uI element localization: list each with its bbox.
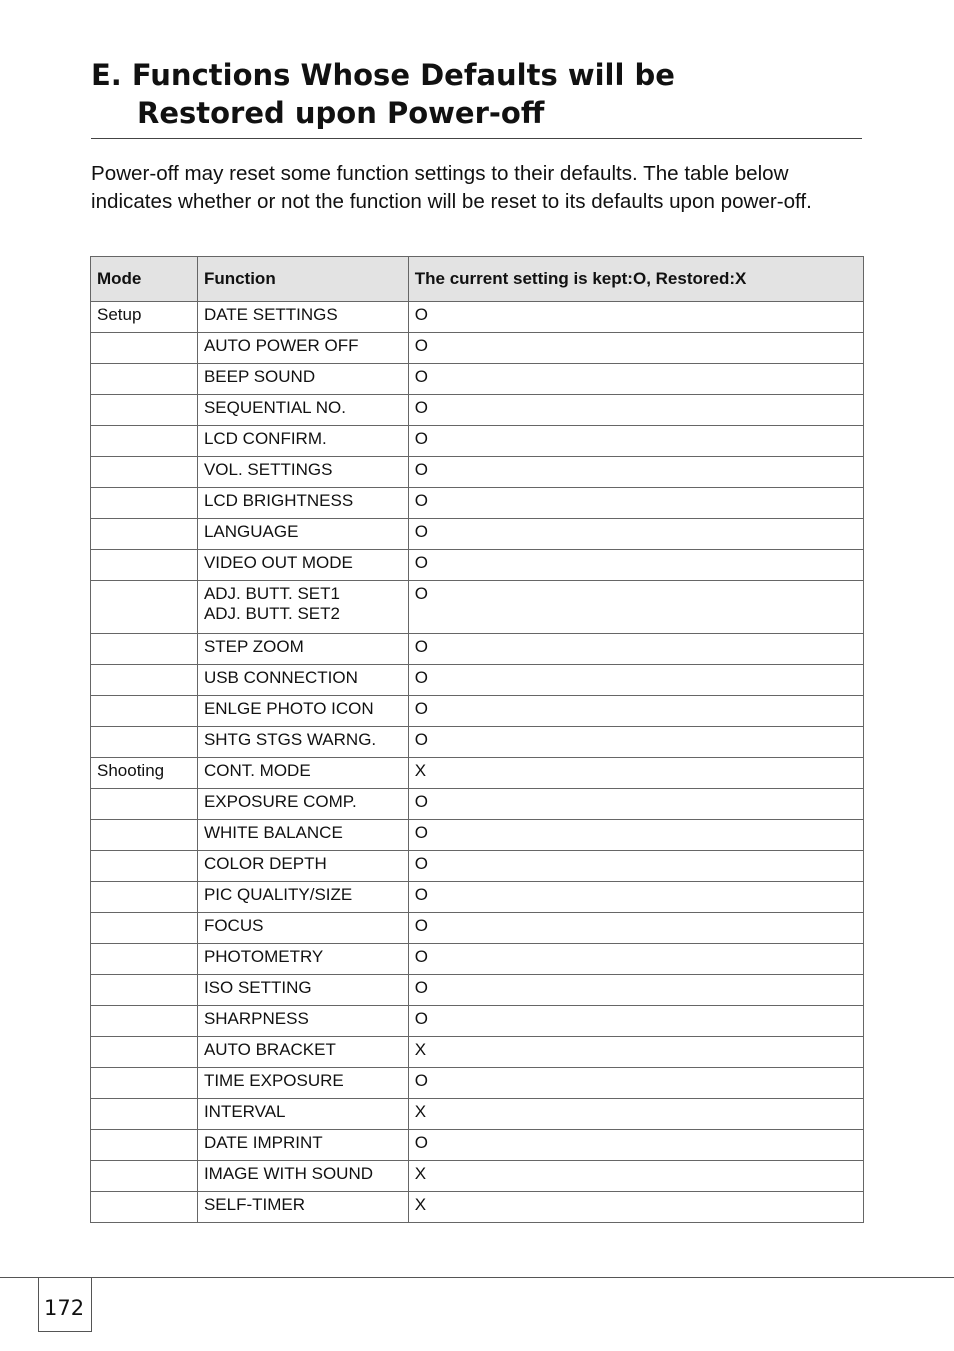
function-cell: ENLGE PHOTO ICON xyxy=(197,696,408,727)
function-cell: VIDEO OUT MODE xyxy=(197,550,408,581)
heading-line-2: Restored upon Power-off xyxy=(137,96,545,130)
status-cell: O xyxy=(408,882,863,913)
table-row xyxy=(91,851,864,882)
functions-table xyxy=(90,256,864,1223)
mode-cell xyxy=(91,550,198,581)
table-row xyxy=(91,758,864,789)
table-row xyxy=(91,1006,864,1037)
table-row xyxy=(91,581,864,634)
function-cell: TIME EXPOSURE xyxy=(197,1068,408,1099)
table-row xyxy=(91,426,864,457)
function-cell: DATE SETTINGS xyxy=(197,302,408,333)
mode-cell xyxy=(91,581,198,634)
status-cell: O xyxy=(408,820,863,851)
table-row xyxy=(91,975,864,1006)
function-cell: LCD BRIGHTNESS xyxy=(197,488,408,519)
header-mode: Mode xyxy=(91,257,198,302)
status-cell: O xyxy=(408,851,863,882)
table-header-row xyxy=(91,257,864,302)
function-cell: FOCUS xyxy=(197,913,408,944)
mode-cell xyxy=(91,696,198,727)
mode-cell xyxy=(91,913,198,944)
mode-cell xyxy=(91,1068,198,1099)
table-row xyxy=(91,1192,864,1223)
status-cell: O xyxy=(408,634,863,665)
heading-line-1: E. Functions Whose Defaults will be xyxy=(91,58,675,92)
footer-divider xyxy=(0,1277,954,1278)
status-cell: O xyxy=(408,975,863,1006)
status-cell: O xyxy=(408,665,863,696)
table-row xyxy=(91,488,864,519)
status-cell: X xyxy=(408,1099,863,1130)
table-body xyxy=(91,302,864,1223)
status-cell: X xyxy=(408,1192,863,1223)
status-cell: X xyxy=(408,1161,863,1192)
table-row xyxy=(91,395,864,426)
table-row xyxy=(91,1037,864,1068)
header-function: Function xyxy=(197,257,408,302)
table-row xyxy=(91,820,864,851)
status-cell: O xyxy=(408,1006,863,1037)
function-cell: SHTG STGS WARNG. xyxy=(197,727,408,758)
function-cell: SHARPNESS xyxy=(197,1006,408,1037)
function-cell: USB CONNECTION xyxy=(197,665,408,696)
mode-cell xyxy=(91,789,198,820)
status-cell: O xyxy=(408,944,863,975)
status-cell: O xyxy=(408,550,863,581)
table-row xyxy=(91,882,864,913)
table-row xyxy=(91,364,864,395)
function-cell: AUTO POWER OFF xyxy=(197,333,408,364)
table-row xyxy=(91,696,864,727)
table-row xyxy=(91,550,864,581)
mode-cell xyxy=(91,519,198,550)
table-row xyxy=(91,789,864,820)
function-cell: INTERVAL xyxy=(197,1099,408,1130)
function-cell: EXPOSURE COMP. xyxy=(197,789,408,820)
status-cell: O xyxy=(408,789,863,820)
function-cell: DATE IMPRINT xyxy=(197,1130,408,1161)
section-heading xyxy=(91,56,863,132)
mode-cell xyxy=(91,333,198,364)
mode-cell xyxy=(91,944,198,975)
function-cell: SEQUENTIAL NO. xyxy=(197,395,408,426)
function-cell: ADJ. BUTT. SET1 ADJ. BUTT. SET2 xyxy=(197,581,408,634)
table-row xyxy=(91,665,864,696)
table-row xyxy=(91,302,864,333)
status-cell: O xyxy=(408,519,863,550)
table-row xyxy=(91,727,864,758)
mode-cell xyxy=(91,882,198,913)
function-cell: COLOR DEPTH xyxy=(197,851,408,882)
status-cell: O xyxy=(408,1130,863,1161)
header-status: The current setting is kept:O, Restored:X xyxy=(408,257,863,302)
status-cell: O xyxy=(408,581,863,634)
function-cell: PHOTOMETRY xyxy=(197,944,408,975)
mode-cell xyxy=(91,727,198,758)
table-row xyxy=(91,944,864,975)
status-cell: O xyxy=(408,333,863,364)
mode-cell xyxy=(91,395,198,426)
mode-cell: Setup xyxy=(91,302,198,333)
status-cell: X xyxy=(408,1037,863,1068)
mode-cell xyxy=(91,457,198,488)
status-cell: O xyxy=(408,727,863,758)
function-cell: IMAGE WITH SOUND xyxy=(197,1161,408,1192)
intro-paragraph: Power-off may reset some function settings to their defaults. The table below indicates whether or not the function will be reset to its defaults upon power-off. xyxy=(91,162,812,213)
function-cell: CONT. MODE xyxy=(197,758,408,789)
status-cell: O xyxy=(408,457,863,488)
function-cell: ISO SETTING xyxy=(197,975,408,1006)
status-cell: O xyxy=(408,364,863,395)
status-cell: O xyxy=(408,395,863,426)
status-cell: O xyxy=(408,696,863,727)
mode-cell xyxy=(91,665,198,696)
mode-cell: Shooting xyxy=(91,758,198,789)
table-row xyxy=(91,1068,864,1099)
table-row xyxy=(91,457,864,488)
function-cell: WHITE BALANCE xyxy=(197,820,408,851)
table-row xyxy=(91,634,864,665)
mode-cell xyxy=(91,1006,198,1037)
function-cell: AUTO BRACKET xyxy=(197,1037,408,1068)
mode-cell xyxy=(91,1130,198,1161)
status-cell: O xyxy=(408,426,863,457)
mode-cell xyxy=(91,364,198,395)
status-cell: O xyxy=(408,1068,863,1099)
function-cell: LCD CONFIRM. xyxy=(197,426,408,457)
table-row xyxy=(91,1099,864,1130)
function-cell: VOL. SETTINGS xyxy=(197,457,408,488)
mode-cell xyxy=(91,1037,198,1068)
function-cell: STEP ZOOM xyxy=(197,634,408,665)
function-cell: BEEP SOUND xyxy=(197,364,408,395)
page-number: 172 xyxy=(44,1296,85,1320)
table-row xyxy=(91,913,864,944)
mode-cell xyxy=(91,975,198,1006)
mode-cell xyxy=(91,426,198,457)
mode-cell xyxy=(91,820,198,851)
mode-cell xyxy=(91,488,198,519)
mode-cell xyxy=(91,1161,198,1192)
mode-cell xyxy=(91,1099,198,1130)
status-cell: O xyxy=(408,913,863,944)
mode-cell xyxy=(91,851,198,882)
mode-cell xyxy=(91,634,198,665)
table-row xyxy=(91,333,864,364)
table-row xyxy=(91,1130,864,1161)
table-row xyxy=(91,519,864,550)
function-cell: SELF-TIMER xyxy=(197,1192,408,1223)
table-row xyxy=(91,1161,864,1192)
heading-divider xyxy=(91,138,862,139)
function-cell: PIC QUALITY/SIZE xyxy=(197,882,408,913)
mode-cell xyxy=(91,1192,198,1223)
status-cell: O xyxy=(408,302,863,333)
function-cell: LANGUAGE xyxy=(197,519,408,550)
status-cell: O xyxy=(408,488,863,519)
status-cell: X xyxy=(408,758,863,789)
